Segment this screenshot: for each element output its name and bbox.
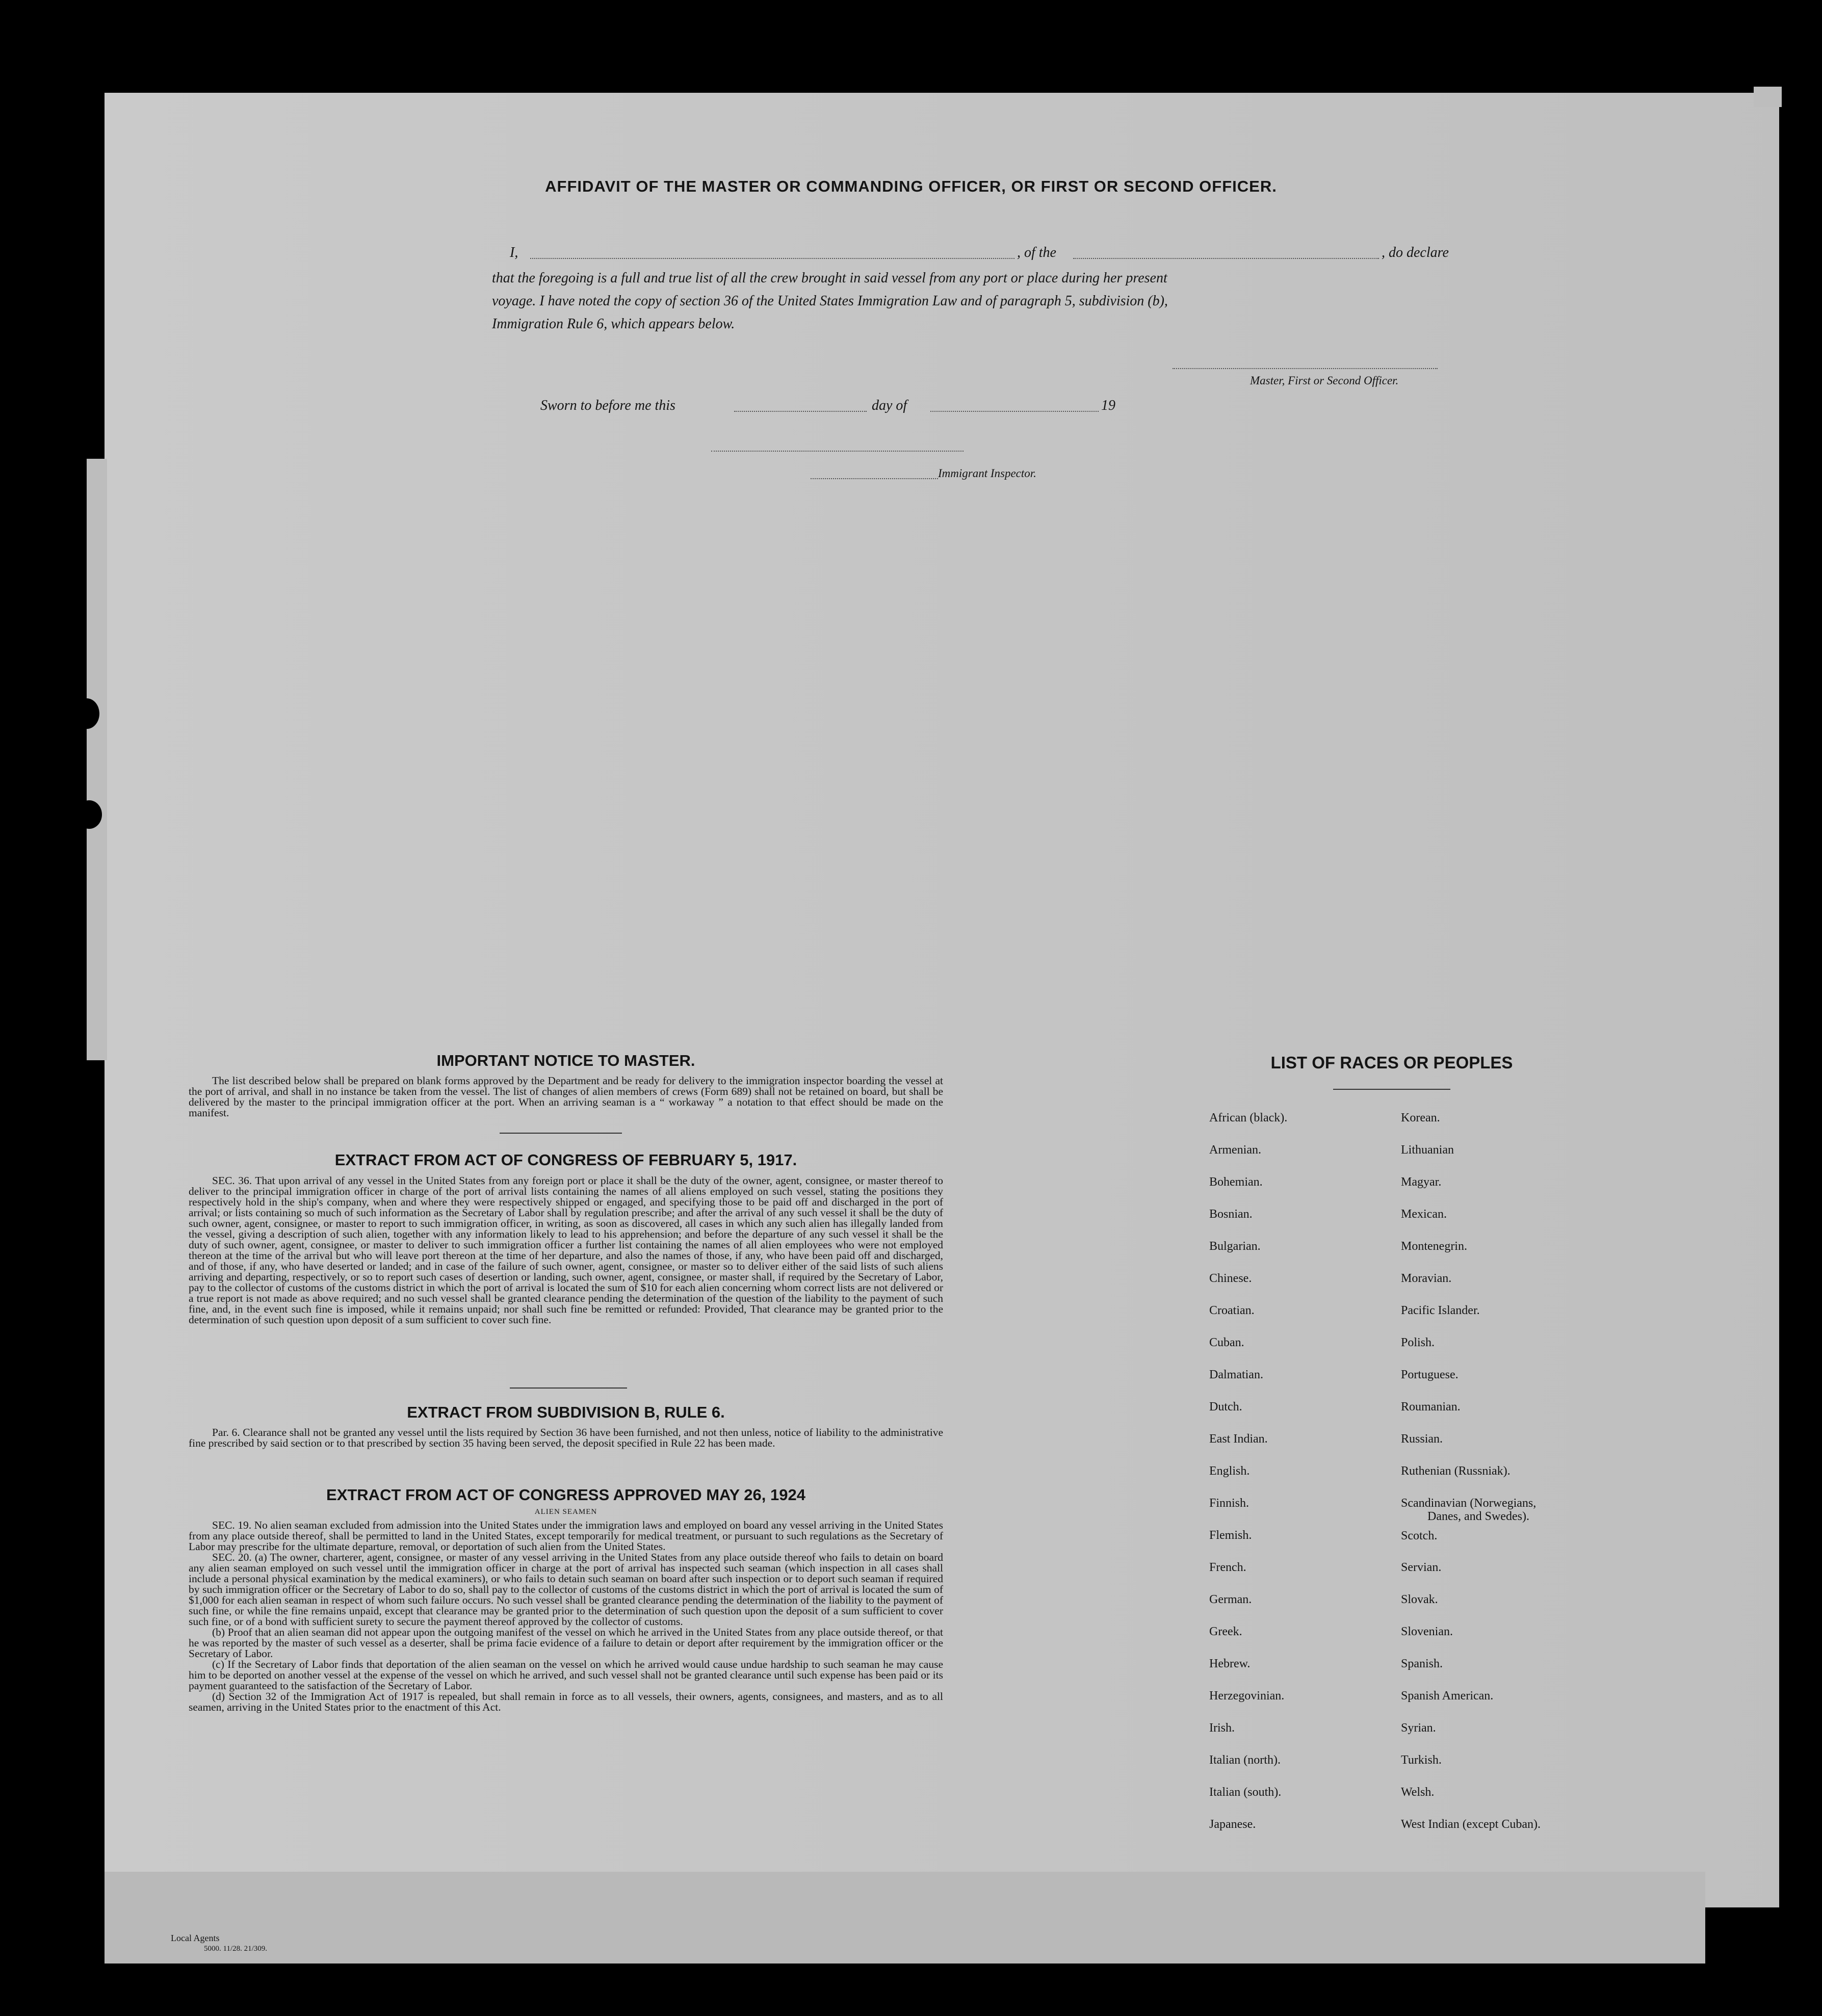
race-item: Chinese. — [1209, 1272, 1252, 1285]
form-code: 5000. 11/28. 21/309. — [204, 1945, 268, 1953]
officer-name-blank[interactable] — [530, 258, 1014, 259]
race-item: Italian (north). — [1209, 1753, 1281, 1767]
race-item: Armenian. — [1209, 1143, 1261, 1157]
race-item: Danes, and Swedes). — [1427, 1510, 1529, 1523]
local-agents-label: Local Agents — [171, 1933, 220, 1943]
race-item: Welsh. — [1401, 1786, 1435, 1799]
race-item: Korean. — [1401, 1111, 1440, 1124]
race-item: Ruthenian (Russniak). — [1401, 1464, 1511, 1478]
punched-hole — [74, 698, 99, 729]
race-item: Croatian. — [1209, 1304, 1255, 1317]
race-item: Slovenian. — [1401, 1625, 1453, 1638]
race-item: German. — [1209, 1593, 1252, 1606]
sec-20c: (c) If the Secretary of Labor finds that deportation of the alien seaman on the vessel on which he arrived would cause undue hardship to such seaman he may cause him to be deported on another vessel at the expense of the vessel on which he arrived, and such vessel shall not be granted clearance until such expense has been paid or its payment guaranteed to the satisfaction of the Secretary of Labor. — [189, 1658, 943, 1692]
punched-hole — [56, 194, 83, 275]
race-item: French. — [1209, 1561, 1246, 1574]
race-item: East Indian. — [1209, 1432, 1268, 1446]
extract-rule6-text: Par. 6. Clearance shall not be granted any vessel until the lists required by Section 36 have been furnished, and not then unless, notice of liability to the administrative fine prescribed by said section or to that prescribed by section 35 having been served, the deposit specified in Rule 22 has been made. — [189, 1426, 943, 1449]
race-item: Dutch. — [1209, 1400, 1242, 1413]
extract-1924-subtitle: ALIEN SEAMEN — [534, 1508, 597, 1516]
extract-1924-title: EXTRACT FROM ACT OF CONGRESS APPROVED MAY 26, 1924 — [326, 1486, 805, 1504]
affidavit-line3: voyage. I have noted the copy of section 36 of the United States Immigration Law and of paragraph 5, subdivision (b), — [492, 293, 1168, 309]
master-label: Master, First or Second Officer. — [1250, 374, 1399, 387]
race-item: Bohemian. — [1209, 1175, 1263, 1189]
divider — [510, 1387, 627, 1389]
race-item: Herzegovinian. — [1209, 1689, 1285, 1703]
race-item: Slovak. — [1401, 1593, 1438, 1606]
race-item: Irish. — [1209, 1721, 1235, 1735]
race-item: Turkish. — [1401, 1753, 1442, 1767]
top-right-page-edge — [1754, 87, 1782, 107]
race-item: African (black). — [1209, 1111, 1288, 1124]
affidavit-i: I, — [510, 245, 518, 260]
race-item: Cuban. — [1209, 1336, 1244, 1349]
sworn-day-blank[interactable] — [734, 411, 867, 412]
race-item: Bulgarian. — [1209, 1240, 1261, 1253]
races-title: LIST OF RACES OR PEOPLES — [1270, 1053, 1513, 1072]
race-item: English. — [1209, 1464, 1250, 1478]
race-item: Flemish. — [1209, 1529, 1252, 1542]
race-item: Dalmatian. — [1209, 1368, 1263, 1381]
affidavit-title: AFFIDAVIT OF THE MASTER OR COMMANDING OFFICER, OR FIRST OR SECOND OFFICER. — [545, 177, 1277, 195]
race-item: Moravian. — [1401, 1272, 1452, 1285]
left-page-edge — [87, 459, 107, 1060]
affidavit-line4: Immigration Rule 6, which appears below. — [492, 316, 735, 332]
race-item: Lithuanian — [1401, 1143, 1454, 1157]
race-item: Servian. — [1401, 1561, 1442, 1574]
extract-1917-text: SEC. 36. That upon arrival of any vessel in the United States from any foreign port or place it shall be the duty of the owner, agent, consignee, or master thereof to deliver to the principal immigration officer in charge of the port of arrival lists containing the names of all aliens employed on such vessel, stating the positions they respectively hold in the ship's company, when and where they were respectively shipped or engaged, and specifying those to be paid off and discharged in the port of arrival; or lists containing so much of such information as the Secretary of Labor shall by regulation prescribe; and after the arrival of any such vessel it shall be the duty of such owner, agent, consignee, or master to report to such immigration officer, in writing, as soon as discovered, all cases in which any such alien has illegally landed from the vessel, giving a description of such alien, together with any information likely to lead to his apprehension; and before the departure of any such vessel it shall be the duty of such owner, agent, consignee, or master to deliver to such immigration officer a further list containing the names of all alien employees who were not employed thereon at the time of the arrival but who will leave port thereon at the time of her departure, and also the names of those, if any, who have been paid off and discharged, and of those, if any, who have deserted or landed; and in case of the failure of such owner, agent, consignee, or master so to deliver either of the said lists of such aliens arriving and departing, respectively, or so to report such cases of desertion or landing, such owner, agent, consignee, or master shall, if required by the Secretary of Labor, pay to the collector of customs of the customs district in which the port of arrival is located the sum of $10 for each alien concerning whom correct lists are not delivered or a true report is not made as above required; and no such vessel shall be granted clearance pending the determination of the question of the liability to the payment of such fine, and, in the event such fine is imposed, while it remains unpaid; nor shall such fine be remitted or refunded: Provided, That clearance may be granted prior to the determination of such question upon deposit of a sum sufficient to cover such fine. — [189, 1174, 943, 1326]
notice-text: The list described below shall be prepared on blank forms approved by the Department and be ready for delivery to the immigration inspector boarding the vessel at the port of arrival, and shall in no instance be taken from the vessel. The list of changes of alien members of crews (Form 689) shall not be retained on board, but shall be delivered by the master to the principal immigration officer at the port. When an arriving seaman is a “ workaway ” a notation to that effect should be made on the manifest. — [189, 1075, 943, 1119]
race-item: Magyar. — [1401, 1175, 1442, 1189]
race-item: Italian (south). — [1209, 1786, 1282, 1799]
extract-1924-text — [189, 1520, 943, 1713]
affidavit-declare: , do declare — [1382, 245, 1449, 260]
sec-20d: (d) Section 32 of the Immigration Act of 1917 is repealed, but shall remain in force as to all vessels, their owners, agents, consignees, and masters, and as to all seamen, arriving in the United States prior to the enactment of this Act. — [189, 1690, 943, 1713]
race-item: Syrian. — [1401, 1721, 1436, 1735]
punched-hole — [76, 800, 102, 829]
race-item: Montenegrin. — [1401, 1240, 1467, 1253]
affidavit-of-the: , of the — [1017, 245, 1056, 260]
inspector-label: Immigrant Inspector. — [938, 467, 1036, 480]
sec-19: SEC. 19. No alien seaman excluded from admission into the United States under the immigration laws and employed on board any vessel arriving in the United States from any place outside thereof, shall be permitted to land in the United States, except temporarily for medical treatment, or pursuant to such regulations as the Secretary of Labor may prescribe for the ultimate departure, removal, or deportation of such alien from the United States. — [189, 1519, 943, 1553]
year-label: 19 — [1101, 398, 1115, 413]
extract-1917-title: EXTRACT FROM ACT OF CONGRESS OF FEBRUARY 5, 1917. — [334, 1151, 797, 1169]
race-item: Japanese. — [1209, 1818, 1256, 1831]
notice-title: IMPORTANT NOTICE TO MASTER. — [436, 1052, 695, 1069]
sworn-label: Sworn to before me this — [540, 398, 675, 413]
sworn-month-blank[interactable] — [930, 411, 1099, 412]
extract-rule6-title: EXTRACT FROM SUBDIVISION B, RULE 6. — [407, 1403, 725, 1421]
sec-20b: (b) Proof that an alien seaman did not appear upon the outgoing manifest of the vessel on which he arrived in the United States from any place outside thereof, or that he was reported by the master of such vessel as a deserter, shall be prima facie evidence of a failure to detain or deport after requirement by the immigration officer or the Secretary of Labor. — [189, 1626, 943, 1660]
race-item: Hebrew. — [1209, 1657, 1251, 1670]
race-item: West Indian (except Cuban). — [1401, 1818, 1541, 1831]
inspector-name-blank[interactable] — [811, 478, 938, 479]
vessel-name-blank[interactable] — [1073, 258, 1379, 259]
race-item: Roumanian. — [1401, 1400, 1461, 1413]
master-signature-blank[interactable] — [1173, 368, 1438, 369]
day-of-label: day of — [872, 398, 907, 413]
race-item: Portuguese. — [1401, 1368, 1459, 1381]
race-item: Pacific Islander. — [1401, 1304, 1480, 1317]
race-item: Greek. — [1209, 1625, 1242, 1638]
inspector-signature-blank[interactable] — [711, 451, 964, 452]
sec-20a: SEC. 20. (a) The owner, charterer, agent, consignee, or master of any vessel arriving in the United States from any place outside thereof who fails to detain on board any alien seaman employed on such vessel until the immigration officer in charge at the port of arrival has inspected such seaman (which inspection in all cases shall include a personal physical examination by the medical examiners), or who fails to detain such seaman on board after such inspection or to deport such seaman if required by such immigration officer or the Secretary of Labor to do so, shall pay to the collector of customs of the customs district in which the port of arrival is located the sum of $1,000 for each alien seaman in respect of whom such failure occurs. No such vessel shall be granted clearance pending the determination of the liability to the payment of such fine, or while the fine remains unpaid, except that clearance may be granted prior to the determination of such question upon the deposit of a sum sufficient to cover such fine, or of a bond with sufficient surety to secure the payment thereof approved by the collector of customs. — [189, 1551, 943, 1628]
divider — [1333, 1089, 1450, 1090]
race-item: Spanish. — [1401, 1657, 1443, 1670]
race-item: Spanish American. — [1401, 1689, 1494, 1703]
race-item: Polish. — [1401, 1336, 1435, 1349]
race-item: Finnish. — [1209, 1497, 1250, 1510]
race-item: Scandinavian (Norwegians, — [1401, 1497, 1537, 1510]
race-item: Russian. — [1401, 1432, 1443, 1446]
race-item: Scotch. — [1401, 1529, 1438, 1542]
underlying-page-edge — [105, 1872, 1705, 1963]
race-item: Mexican. — [1401, 1208, 1447, 1221]
race-item: Bosnian. — [1209, 1208, 1253, 1221]
divider — [500, 1133, 622, 1134]
affidavit-line2: that the foregoing is a full and true list of all the crew brought in said vessel from any port or place during her present — [492, 270, 1167, 286]
